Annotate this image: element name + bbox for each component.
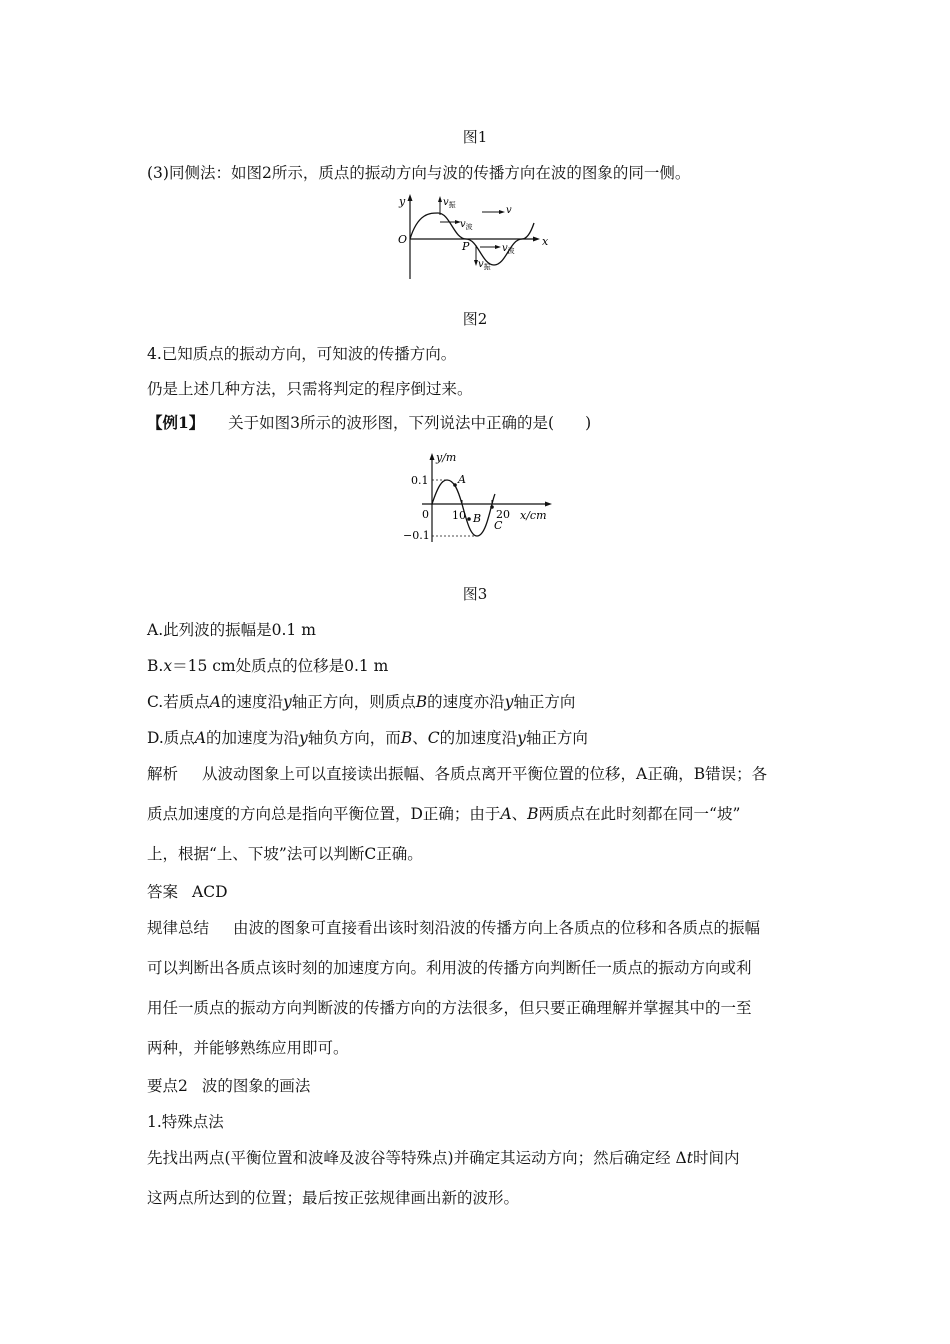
figure-2-wave-diagram	[396, 193, 556, 285]
option-d: D.质点A的加速度为沿y轴负方向，而B、C的加速度沿y轴正方向	[147, 729, 588, 747]
fig3-tick-0: 0	[422, 508, 429, 521]
item-4-body: 仍是上述几种方法，只需将判定的程序倒过来。	[147, 380, 473, 398]
analysis-line-2: 质点加速度的方向总是指向平衡位置，D正确；由于A、B两质点在此时刻都在同一“坡”	[147, 805, 741, 823]
fig3-x-axis-arrow	[545, 502, 552, 507]
fig3-y-axis-arrow	[430, 453, 435, 460]
method-1-line-2: 这两点所达到的位置；最后按正弦规律画出新的波形。	[147, 1189, 520, 1207]
example-tag: 【例1】	[147, 413, 205, 432]
analysis-line-1: 解析 从波动图象上可以直接读出振幅、各质点离开平衡位置的位移，A正确，B错误；各	[147, 765, 768, 783]
same-side-method-paragraph: (3)同侧法：如图2所示，质点的振动方向与波的传播方向在波的图象的同一侧。	[147, 164, 691, 182]
fig2-x-label: x	[542, 235, 549, 248]
point-2-heading: 要点2 波的图象的画法	[147, 1077, 311, 1095]
fig3-label-b: B	[473, 512, 482, 525]
summary-line-1: 规律总结 由波的图象可直接看出该时刻沿波的传播方向上各质点的位移和各质点的振幅	[147, 919, 761, 937]
answer-value: ACD	[192, 883, 228, 901]
fig2-origin-label: O	[398, 233, 408, 246]
summary-line-4: 两种，并能够熟练应用即可。	[147, 1039, 349, 1057]
fig3-point-c	[490, 505, 494, 509]
option-b: B.x＝15 cm处质点的位移是0.1 m	[147, 657, 389, 675]
fig2-v-vib-bottom: $v_振$	[478, 259, 491, 271]
fig2-v-vib-top: $v_振$	[443, 197, 456, 209]
fig2-v-label: v	[506, 205, 512, 216]
method-1-title: 1.特殊点法	[147, 1113, 224, 1131]
answer-label: 答案	[147, 883, 179, 901]
figure-1-caption: 图1	[462, 128, 488, 146]
fig3-point-b	[467, 517, 471, 521]
example-1-question	[147, 412, 827, 434]
option-a: A.此列波的振幅是0.1 m	[147, 621, 316, 639]
option-c: C.若质点A的速度沿y轴正方向，则质点B的速度亦沿y轴正方向	[147, 693, 576, 711]
fig2-point-p-label: P	[462, 240, 470, 253]
fig2-y-axis-arrow	[408, 194, 413, 201]
fig3-tick-20-label: 20	[496, 508, 510, 521]
fig3-tick-y-pos: 0.1	[411, 474, 429, 487]
fig2-wave-arrowhead-right	[495, 245, 501, 249]
fig3-tick-10-label: 10	[452, 509, 466, 522]
analysis-label: 解析	[147, 765, 179, 783]
figure-3-wave-chart	[372, 450, 562, 544]
fig3-wave-curve	[432, 480, 495, 536]
example-question-text: 关于如图3所示的波形图，下列说法中正确的是( )	[228, 414, 592, 432]
fig2-x-axis-arrow	[533, 237, 540, 242]
fig3-tick-y-neg: −0.1	[403, 529, 430, 542]
figure-2-caption: 图2	[462, 310, 488, 328]
fig3-label-a: A	[458, 473, 466, 486]
fig3-label-c: C	[494, 519, 503, 532]
item-4-title: 4.已知质点的振动方向，可知波的传播方向。	[147, 345, 457, 363]
answer-line	[147, 881, 827, 903]
fig3-point-a	[453, 483, 457, 487]
fig2-y-label: y	[399, 195, 406, 208]
analysis-line-3: 上，根据“上、下坡”法可以判断C正确。	[147, 845, 423, 863]
summary-line-3: 用任一质点的振动方向判断波的传播方向的方法很多，但只要正确理解并掌握其中的一至	[147, 999, 752, 1017]
fig2-v-wave-bottom: $v_波$	[502, 243, 515, 255]
method-1-line-1: 先找出两点(平衡位置和波峰及波谷等特殊点)并确定其运动方向；然后确定经 Δt时间内	[147, 1149, 740, 1167]
summary-label: 规律总结	[147, 919, 210, 937]
figure-3-caption: 图3	[462, 585, 488, 603]
fig2-vibration-arrowhead-up	[438, 196, 442, 202]
summary-line-2: 可以判断出各质点该时刻的加速度方向。利用波的传播方向判断任一质点的振动方向或利	[147, 959, 752, 977]
fig2-velocity-arrowhead	[499, 210, 505, 214]
fig3-x-label: x/cm	[520, 509, 547, 522]
fig3-y-label: y/m	[436, 451, 457, 464]
fig2-v-wave-top: $v_波$	[460, 219, 473, 231]
